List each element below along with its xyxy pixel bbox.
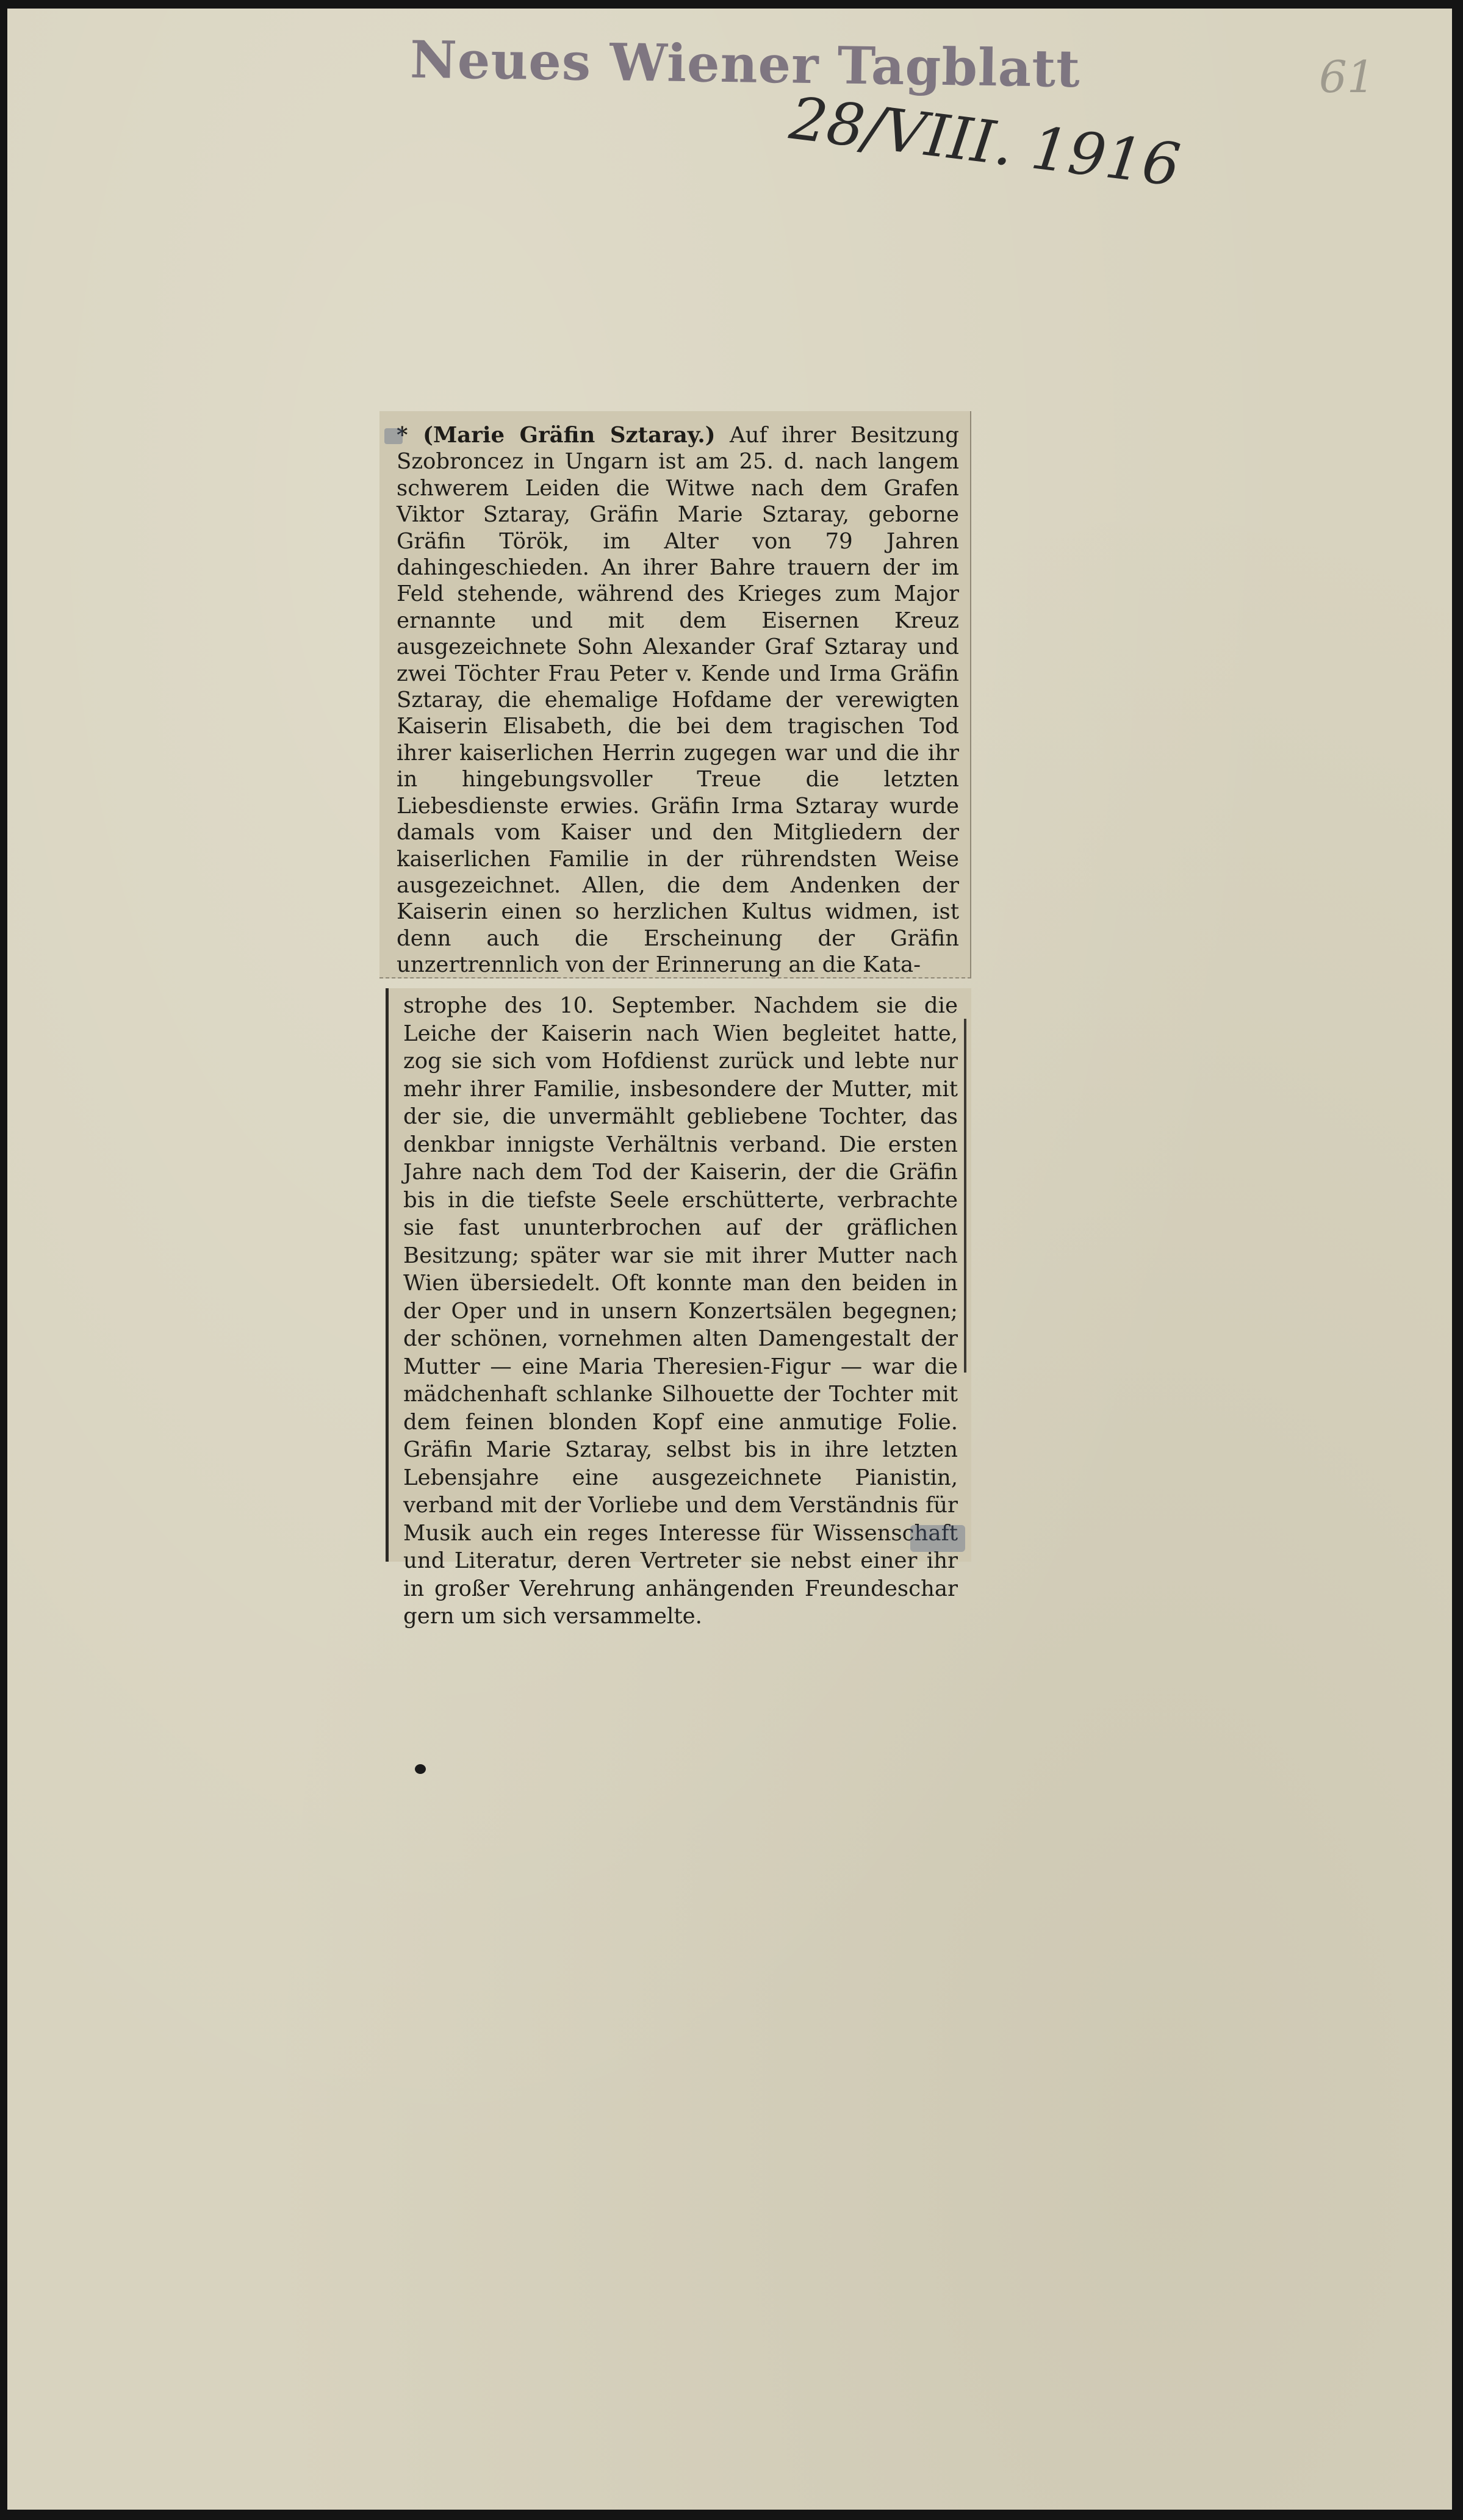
blue-smudge-bottom <box>910 1525 965 1552</box>
clipping-text-1 <box>397 422 959 978</box>
clipping-part-1 <box>379 411 971 978</box>
article-body-part-1: Auf ihrer Besitzung Szobroncez in Ungarn ist am 25. d. nach langem schwerem Leiden die Witwe nach dem Grafen Viktor Sztaray, Gräfin Marie Sztaray, geborne Gräfin Török, im Alter von 79 Jahren dahingeschieden. An ihrer Bahre trauern der im Feld stehende, während des Krieges zum Major ernannte und mit dem Eisernen Kreuz ausgezeichnete Sohn Alexander Graf Sztaray und zwei Töchter Frau Peter v. Kende und Irma Gräfin Sztaray, die ehemalige Hofdame der verewigten Kaiserin Elisabeth, die bei dem tragischen Tod ihrer kaiserlichen Herrin zugegen war und die ihr in hingebungsvoller Treue die letzten Liebesdienste erwies. Gräfin Irma Sztaray wurde damals vom Kaiser und den Mitgliedern der kaiserlichen Familie in der rührendsten Weise ausgezeichnet. Allen, die dem Andenken der Kaiserin einen so herzlichen Kultus widmen, ist denn auch die Erscheinung der Gräfin unzertrennlich von der Erinnerung an die Kata- <box>397 423 959 978</box>
handwritten-date: 28/VIII. 1916 <box>786 84 1184 200</box>
article-headline: * (Marie Gräfin Sztaray.) <box>397 423 716 448</box>
archive-sheet <box>7 9 1452 2510</box>
archive-number: 61 <box>1319 51 1375 102</box>
blue-smudge-top <box>384 428 403 444</box>
clipping-part-2 <box>386 988 971 1629</box>
ink-blot <box>415 1764 426 1774</box>
newspaper-stamp: Neues Wiener Tagblatt <box>409 29 1081 99</box>
article-body-part-2: strophe des 10. September. Nachdem sie die Leiche der Kaiserin nach Wien begleitet hatte, zog sie sich vom Hofdienst zurück und lebte nur mehr ihrer Familie, insbesondere der Mutter, mit der sie, die unvermählt gebliebene Tochter, das denkbar innigste Verhältnis verband. Die ersten Jahre nach dem Tod der Kaiserin, der die Gräfin bis in die tiefste Seele erschütterte, verbrachte sie fast ununterbrochen auf der gräflichen Besitzung; später war sie mit ihrer Mutter nach Wien übersiedelt. Oft konnte man den beiden in der Oper und in unsern Konzertsälen begegnen; der schönen, vornehmen alten Damengestalt der Mutter — eine Maria Theresien-Figur — war die mädchenhaft schlanke Silhouette der Tochter mit dem feinen blonden Kopf eine anmutige Folie. Gräfin Marie Sztaray, selbst bis in ihre letzten Lebensjahre eine ausgezeichnete Pianistin, verband mit der Vorliebe und dem Verständnis für Musik auch ein reges Interesse für Wissenschaft und Literatur, deren Vertreter sie nebst einer ihr in großer Verehrung anhängenden Freundeschar gern um sich versammelte. <box>403 993 958 1629</box>
column-rule <box>964 1019 966 1373</box>
